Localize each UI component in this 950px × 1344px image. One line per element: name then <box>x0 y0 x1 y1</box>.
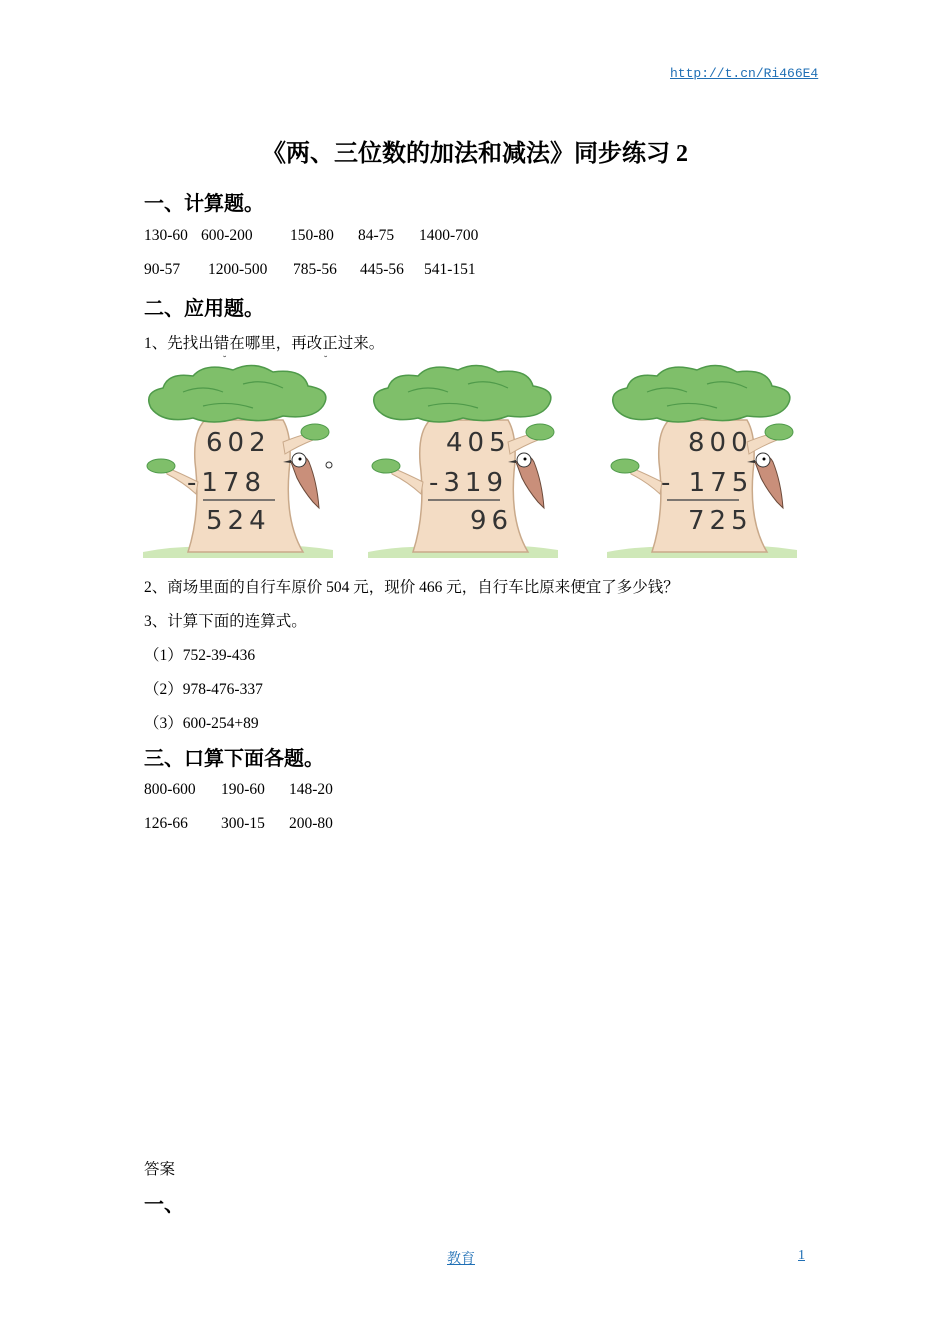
answers-label: 答案 <box>144 1161 176 1178</box>
question-3-item: （3）600-254+89 <box>144 715 259 732</box>
tree-2-bottom: -319 <box>429 468 509 498</box>
calc-item: 150-80 <box>290 227 334 244</box>
tree-3-top: 800 <box>688 428 753 458</box>
section2-heading: 二、应用题。 <box>144 298 264 320</box>
tree-1-bottom: -178 <box>187 468 267 498</box>
oral-item: 190-60 <box>221 781 265 798</box>
question-3-item: （1）752-39-436 <box>144 647 256 664</box>
question-2: 2、商场里面的自行车原价 504 元，现价 466 元，自行车比原来便宜了多少钱？ <box>144 579 679 596</box>
small-circle-mark <box>326 462 332 468</box>
oral-item: 200-80 <box>289 815 333 832</box>
tree-subtraction-image <box>143 362 807 558</box>
calc-item: 541-151 <box>424 261 476 278</box>
section3-row2 <box>144 815 359 833</box>
question-1: 1、先找出错在哪里，再改正过来。 <box>144 335 385 352</box>
header-link[interactable]: http://t.cn/Ri466E4 <box>670 66 819 81</box>
calc-item: 785-56 <box>293 261 337 278</box>
calc-item: 1200-500 <box>208 261 268 278</box>
calc-item: 90-57 <box>144 261 181 278</box>
calc-item: 600-200 <box>201 227 253 244</box>
tree-3-bottom: - 175 <box>661 468 754 498</box>
section3-row1 <box>144 781 359 799</box>
section1-row2 <box>144 261 504 279</box>
emphasis-mark: ˘ <box>223 355 227 366</box>
tree-1-result: 524 <box>206 506 271 536</box>
question-3-item: （2）978-476-337 <box>144 681 263 698</box>
emphasis-mark: ˘ <box>324 355 328 366</box>
calc-item: 130-60 <box>144 227 188 244</box>
tree-2 <box>368 365 558 558</box>
tree-2-result: 96 <box>470 506 514 536</box>
calc-item: 84-75 <box>358 227 395 244</box>
tree-2-top: 405 <box>446 428 511 458</box>
footer-link[interactable]: 教育 <box>447 1252 475 1267</box>
question-3: 3、计算下面的连算式。 <box>144 613 307 630</box>
oral-item: 300-15 <box>221 815 265 832</box>
tree-3-result: 725 <box>688 506 753 536</box>
calc-item: 1400-700 <box>419 227 479 244</box>
oral-item: 800-600 <box>144 781 196 798</box>
section1-heading: 一、计算题。 <box>144 193 264 215</box>
oral-item: 126-66 <box>144 815 188 832</box>
calc-item: 445-56 <box>360 261 404 278</box>
page-title: 《两、三位数的加法和减法》同步练习 2 <box>262 141 688 167</box>
section3-heading: 三、口算下面各题。 <box>144 748 324 770</box>
section1-row1 <box>144 227 499 245</box>
oral-item: 148-20 <box>289 781 333 798</box>
tree-1-top: 602 <box>206 428 271 458</box>
answers-heading: 一、 <box>144 1194 184 1216</box>
page-number[interactable]: 1 <box>798 1248 805 1263</box>
